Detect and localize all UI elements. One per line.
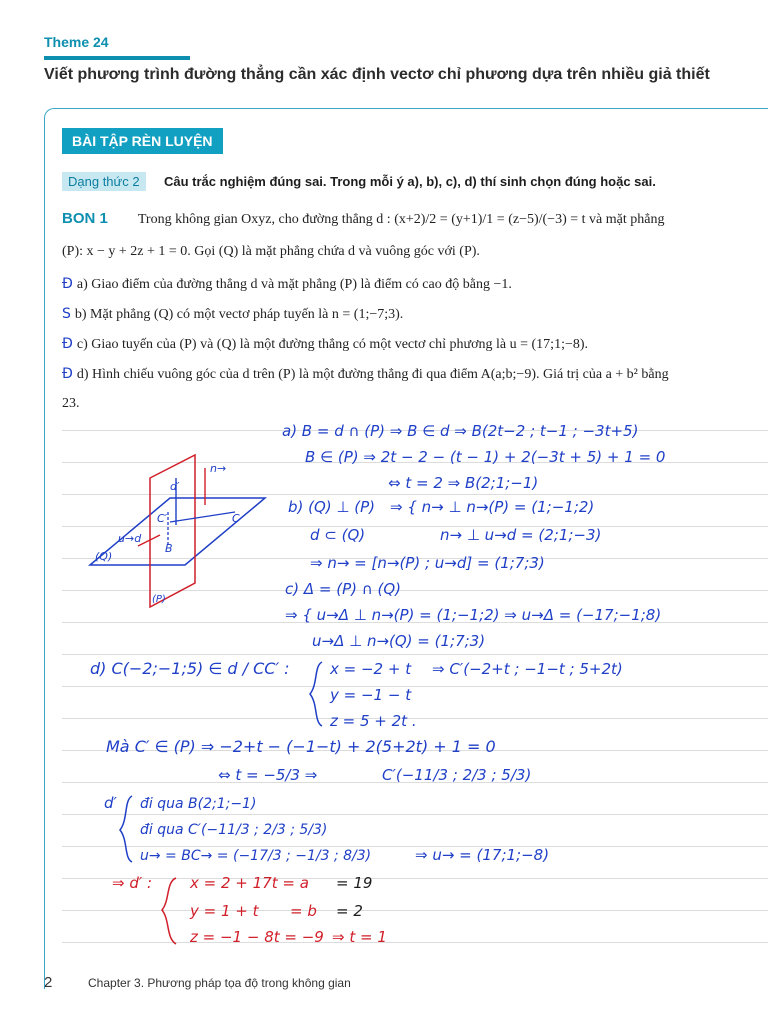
- hw-line-10c: ⇒ C′(−2+t ; −1−t ; 5+2t): [432, 660, 623, 678]
- hw-line-2: B ∈ (P) ⇒ 2t − 2 − (t − 1) + 2(−3t + 5) + 1 = 0: [305, 448, 666, 466]
- fig-label-u: u→d: [118, 532, 142, 545]
- statement-a-text: a) Giao điểm của đường thẳng d và mặt phẳng (P) là điểm có cao độ bằng −1.: [76, 277, 512, 292]
- brace-d-prime-def: [120, 796, 132, 862]
- fig-label-n: n→: [210, 462, 227, 475]
- hw-line-5a: d ⊂ (Q): [310, 526, 366, 544]
- hw-line-15b: đi qua B(2;1;−1): [140, 796, 257, 812]
- hw-line-4b: ⇒ { n→ ⊥ n→(P) = (1;−1;2): [390, 498, 595, 516]
- hw-line-4a: b) (Q) ⊥ (P): [288, 498, 376, 516]
- section-badge: BÀI TẬP RÈN LUYỆN: [62, 128, 223, 154]
- hw-line-20a: z = −1 − 8t = −9: [190, 928, 324, 946]
- plane-q-shape: [90, 498, 265, 565]
- page-number: 2: [44, 974, 53, 991]
- hw-line-3: ⇔ t = 2 ⇒ B(2;1;−1): [388, 474, 539, 492]
- plane-p-shape: [150, 455, 195, 607]
- chapter-footer: Chapter 3. Phương pháp tọa độ trong không gian: [88, 976, 351, 990]
- hw-line-19b: = b: [290, 902, 317, 920]
- answer-mark-c: Đ: [62, 336, 73, 352]
- hw-line-5b: n→ ⊥ u→d = (2;1;−3): [440, 526, 602, 544]
- fig-label-c-prime: C′: [157, 512, 168, 525]
- statement-c-text: c) Giao tuyến của (P) và (Q) là một đường thẳng có một vectơ chỉ phương là u = (17;1;−8).: [76, 337, 589, 352]
- hw-line-6: ⇒ n→ = [n→(P) ; u→d] = (1;7;3): [310, 554, 545, 572]
- problem-id: BON 1: [62, 210, 108, 227]
- hw-line-18b: x = 2 + 17t = a: [190, 874, 309, 892]
- hw-line-18a: ⇒ d′ :: [112, 874, 153, 892]
- statement-d-answer: 23.: [62, 396, 80, 411]
- hw-line-14a: ⇔ t = −5/3 ⇒: [218, 766, 318, 784]
- hw-line-19c: = 2: [336, 902, 363, 920]
- hw-line-14b: C′(−11/3 ; 2/3 ; 5/3): [382, 766, 532, 784]
- hw-line-18c: = 19: [336, 874, 373, 892]
- fig-label-d-prime: d′: [170, 480, 180, 493]
- geometry-figure: [90, 455, 265, 607]
- fig-label-p: (P): [152, 594, 166, 605]
- hw-line-7: c) Δ = (P) ∩ (Q): [285, 580, 402, 598]
- fig-label-c: C: [232, 512, 240, 525]
- brace-d-prime: [162, 878, 176, 944]
- hw-line-15a: d′: [104, 794, 117, 812]
- hw-line-1: a) B = d ∩ (P) ⇒ B ∈ d ⇒ B(2t−2 ; t−1 ; −3t+5): [282, 422, 639, 440]
- hw-line-13: Mà C′ ∈ (P) ⇒ −2+t − (−1−t) + 2(5+2t) + 1 = 0: [106, 737, 496, 756]
- hw-line-10b: x = −2 + t: [330, 660, 412, 678]
- hw-line-20b: ⇒ t = 1: [332, 928, 387, 946]
- hw-line-16: đi qua C′(−11/3 ; 2/3 ; 5/3): [140, 822, 328, 838]
- theme-label: Theme 24: [44, 34, 109, 50]
- hw-line-17b: ⇒ u→ = (17;1;−8): [415, 846, 550, 864]
- answer-mark-b: S: [62, 306, 71, 322]
- problem-stem-1: Trong không gian Oxyz, cho đường thẳng d : (x+2)/2 = (y+1)/1 = (z−5)/(−3) = t và mặt phẳng: [137, 212, 665, 227]
- answer-mark-a: Đ: [62, 276, 73, 292]
- hw-line-12: z = 5 + 2t .: [330, 712, 417, 730]
- hw-line-9: u→Δ ⊥ n→(Q) = (1;7;3): [312, 632, 486, 650]
- fig-label-q: (Q): [95, 550, 113, 563]
- hw-line-19a: y = 1 + t: [190, 902, 259, 920]
- statement-d-text: d) Hình chiếu vuông góc của d trên (P) là một đường thẳng đi qua điểm A(a;b;−9). Giá trị của a + b² bằng: [76, 367, 669, 382]
- page-title: Viết phương trình đường thẳng cần xác định vectơ chỉ phương dựa trên nhiều giả thiết: [44, 66, 710, 83]
- segment-cc-prime: [170, 512, 235, 522]
- brace-cc-prime: [310, 662, 322, 726]
- direction-vector-shape: [138, 535, 160, 546]
- statement-b-text: b) Mặt phẳng (Q) có một vectơ pháp tuyến là n = (1;−7;3).: [74, 307, 404, 322]
- question-type-label: Dạng thức 2: [62, 172, 146, 191]
- hw-line-8: ⇒ { u→Δ ⊥ n→(P) = (1;−1;2) ⇒ u→Δ = (−17;−1;8): [285, 606, 662, 624]
- answer-mark-d: Đ: [62, 366, 73, 382]
- fig-label-b: B: [165, 542, 173, 555]
- question-type-description: Câu trắc nghiệm đúng sai. Trong mỗi ý a), b), c), d) thí sinh chọn đúng hoặc sai.: [164, 174, 656, 189]
- hw-line-11: y = −1 − t: [330, 686, 412, 704]
- hw-line-10a: d) C(−2;−1;5) ∈ d / CC′ :: [90, 659, 290, 678]
- hw-line-17a: u→ = BC→ = (−17/3 ; −1/3 ; 8/3): [140, 848, 372, 864]
- problem-stem-2: (P): x − y + 2z + 1 = 0. Gọi (Q) là mặt phẳng chứa d và vuông góc với (P).: [62, 244, 480, 259]
